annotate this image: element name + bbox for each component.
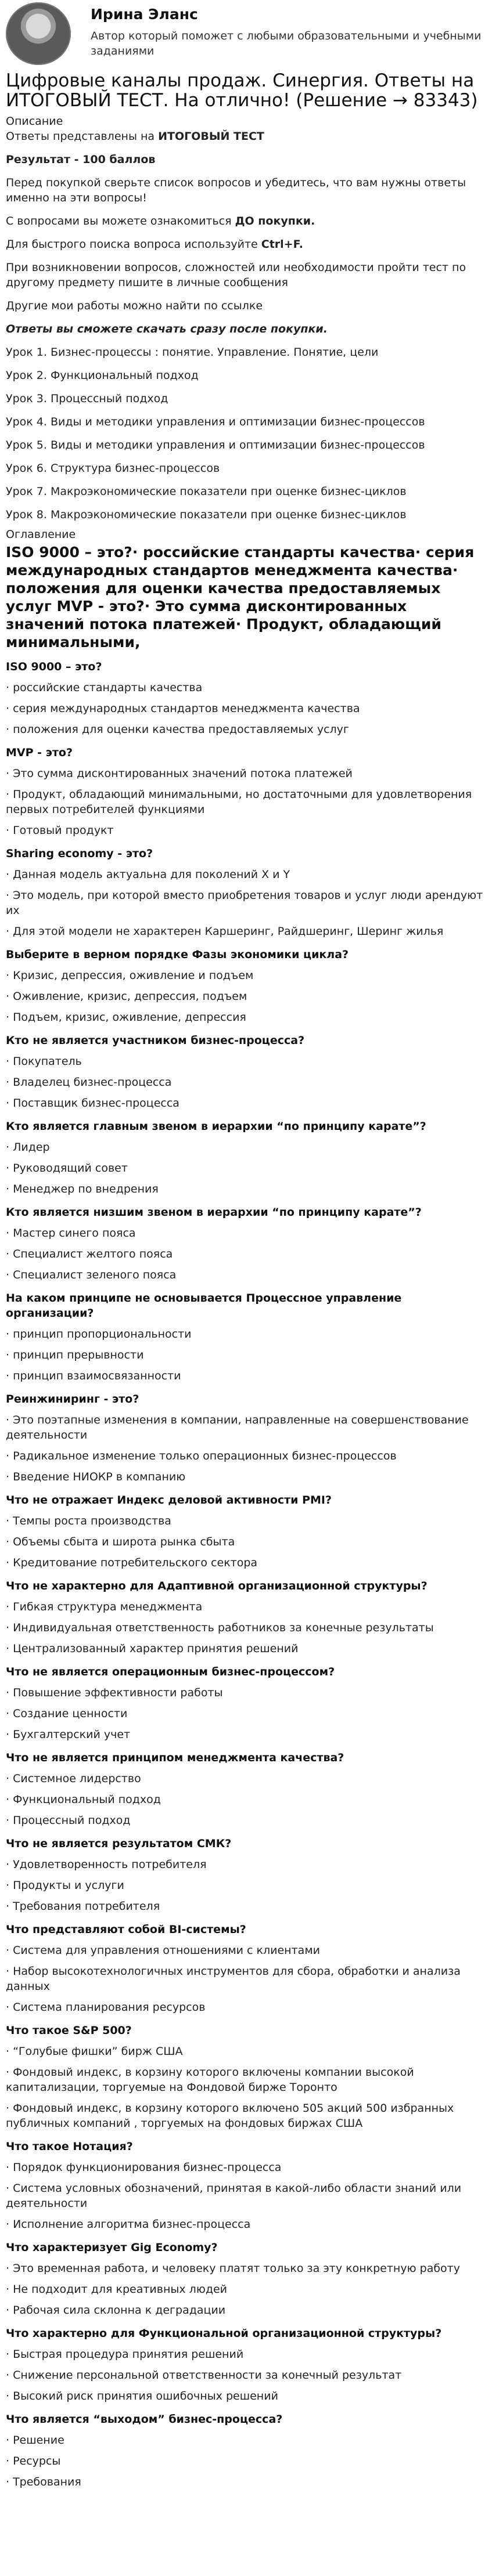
answer-option: · Быстрая процедура принятия решений <box>6 2348 244 2361</box>
answer-option: · Это поэтапные изменения в компании, направленные на совершенствование деятельности <box>6 1414 469 1441</box>
question-title: Кто является низшим звеном в иерархии “по принципу карате”? <box>6 1206 422 1219</box>
lesson-item: Урок 3. Процессный подход <box>6 392 168 405</box>
info-preview-bold: ДО покупки. <box>235 215 315 227</box>
answer-option: · Создание ценности <box>6 1707 128 1720</box>
answer-option: · Удовлетворенность потребителя <box>6 1858 207 1871</box>
answer-option: · Продукт, обладающий минимальными, но достаточными для удовлетворения первых потребителей функциями <box>6 788 472 816</box>
answer-option: · Оживление, кризис, депрессия, подъем <box>6 990 247 1003</box>
info-preview <box>6 214 486 229</box>
answer-option: · Готовый продукт <box>6 824 114 837</box>
lesson-item: Урок 6. Структура бизнес-процессов <box>6 462 220 475</box>
download-note <box>6 321 486 337</box>
info-search <box>6 237 486 252</box>
question-title: Выберите в верном порядке Фазы экономики цикла? <box>6 948 349 961</box>
answer-option: · Введение НИОКР в компанию <box>6 1471 186 1483</box>
answer-option: · Ресурсы <box>6 2455 61 2467</box>
answer-option: · Это модель, при которой вместо приобретения товаров и услуг люди арендуют их <box>6 889 483 917</box>
question-title: Sharing economy - это? <box>6 847 153 860</box>
answer-option: · российские стандарты качества <box>6 681 203 694</box>
question-title: На каком принципе не основывается Процессное управление организации? <box>6 1292 402 1320</box>
answer-option: · Индивидуальная ответственность работников за конечные результаты <box>6 1621 434 1634</box>
question-title: Что такое Нотация? <box>6 2140 133 2153</box>
answer-option: · Порядок функционирования бизнес-процесса <box>6 2161 282 2174</box>
lesson-item: Урок 1. Бизнес-процессы : понятие. Управление. Понятие, цели <box>6 346 379 359</box>
answer-option: · Исполнение алгоритма бизнес-процесса <box>6 2218 251 2231</box>
answer-option: · Снижение персональной ответственности за конечный результат <box>6 2369 402 2382</box>
answer-option: · принцип взаимосвязанности <box>6 1370 181 1382</box>
answer-option: · Мастер синего пояса <box>6 1227 136 1240</box>
answer-option: · Система условных обозначений, принятая в какой-либо области знаний или деятельности <box>6 2182 462 2210</box>
author-header <box>0 0 492 67</box>
question-title: Реинжиниринг - это? <box>6 1393 139 1406</box>
answer-option: · Это временная работа, и человеку платят только за эту конкретную работу <box>6 2262 460 2275</box>
answer-option: · принцип пропорциональности <box>6 1328 192 1341</box>
answer-option: · Фондовый индекс, в корзину которого включены компании высокой капитализации, торгуемые на Фондовой бирже Торонто <box>6 2066 414 2094</box>
answer-option: · Централизованный характер принятия решений <box>6 1642 299 1655</box>
question-title: Что представляют собой BI-системы? <box>6 1923 246 1936</box>
question-title: Кто является главным звеном в иерархии “по принципу карате”? <box>6 1120 426 1133</box>
lesson-item: Урок 7. Макроэкономические показатели при оценке бизнес-циклов <box>6 485 407 498</box>
info-search-shortcut: Ctrl+F. <box>261 238 303 251</box>
download-note-text: Ответы вы сможете скачать сразу после покупки. <box>6 323 328 335</box>
question-title: Кто не является участником бизнес-процесса? <box>6 1034 305 1047</box>
answer-option: · Подъем, кризис, оживление, депрессия <box>6 1011 246 1024</box>
description-label: Описание <box>6 115 63 128</box>
question-title: Что не является результатом СМК? <box>6 1837 232 1850</box>
question-title: ISO 9000 – это? <box>6 660 102 673</box>
question-title: MVP - это? <box>6 746 73 759</box>
question-title: Что является “выходом” бизнес-процесса? <box>6 2413 283 2426</box>
question-title: Что характерно для Функциональной организационной структуры? <box>6 2327 442 2340</box>
author-avatar[interactable] <box>6 2 71 65</box>
answer-option: · Требования <box>6 2476 81 2488</box>
answers-intro <box>6 129 486 144</box>
question-title: Что не является принципом менеджмента качества? <box>6 1751 344 1764</box>
answer-option: · Функциональный подход <box>6 1793 161 1806</box>
answer-option: · Покупатель <box>6 1055 82 1068</box>
info-contact: При возникновении вопросов, сложностей или необходимости пройти тест по другому предмету пишите в личные сообщения <box>6 261 466 289</box>
answer-option: · Специалист зеленого пояса <box>6 1269 177 1281</box>
answer-option: · Решение <box>6 2434 64 2447</box>
answer-option: · Требования потребителя <box>6 1900 160 1913</box>
answer-option: · Руководящий совет <box>6 1162 128 1175</box>
answer-option: · Данная модель актуальна для поколений Х и Y <box>6 868 290 881</box>
author-name[interactable]: Ирина Эланс <box>91 6 198 23</box>
lesson-list <box>6 345 486 522</box>
answer-option: · Система планирования ресурсов <box>6 2001 206 2014</box>
lesson-item: Урок 4. Виды и методики управления и оптимизации бизнес-процессов <box>6 416 425 428</box>
answer-option: · серия международных стандартов менеджмента качества <box>6 702 360 715</box>
answer-option: · Система для управления отношениями с клиентами <box>6 1944 320 1957</box>
answer-option: · Объемы сбыта и широта рынка сбыта <box>6 1536 235 1548</box>
document-body <box>0 71 492 2490</box>
answer-option: · Для этой модели не характерен Каршеринг, Райдшеринг, Шеринг жилья <box>6 925 444 938</box>
answer-option: · Кризис, депрессия, оживление и подъем <box>6 969 254 982</box>
answer-option: · Процессный подход <box>6 1814 131 1827</box>
answer-option: · Кредитование потребительского сектора <box>6 1556 258 1569</box>
question-title: Что характеризует Gig Economy? <box>6 2241 218 2254</box>
answer-option: · Бухгалтерский учет <box>6 1728 131 1741</box>
contents-label: Оглавление <box>6 528 76 541</box>
lesson-item: Урок 8. Макроэкономические показатели при оценке бизнес-циклов <box>6 508 407 521</box>
page-title: Цифровые каналы продаж. Синергия. Ответы на ИТОГОВЫЙ ТЕСТ. На отлично! (Решение → 83343) <box>6 70 478 111</box>
author-description: Автор который поможет с любыми образовательными и учебными заданиями <box>91 30 482 57</box>
answer-option: · Менеджер по внедрения <box>6 1183 159 1195</box>
info-search-text: Для быстрого поиска вопроса используйте <box>6 238 261 251</box>
answer-option: · Это сумма дисконтированных значений потока платежей <box>6 767 353 780</box>
answer-option: · Лидер <box>6 1141 50 1154</box>
answer-option: · Высокий риск принятия ошибочных решений <box>6 2390 278 2402</box>
answer-option: · Не подходит для креативных людей <box>6 2283 227 2296</box>
answer-option: · положения для оценки качества предоставляемых услуг <box>6 723 349 736</box>
answer-option: · Набор высокотехнологичных инструментов для сбора, обработки и анализа данных <box>6 1965 461 1993</box>
question-title: Что не является операционным бизнес-процессом? <box>6 1665 335 1678</box>
answer-option: · Продукты и услуги <box>6 1879 124 1892</box>
lesson-item: Урок 2. Функциональный подход <box>6 369 199 382</box>
answers-intro-bold: ИТОГОВЫЙ ТЕСТ <box>158 130 264 143</box>
answer-option: · Поставщик бизнес-процесса <box>6 1097 179 1110</box>
answer-option: · Темпы роста производства <box>6 1515 171 1527</box>
answer-option: · Специалист желтого пояса <box>6 1248 173 1260</box>
question-title: Что не характерно для Адаптивной организационной структуры? <box>6 1580 428 1592</box>
answer-option: · Радикальное изменение только операционных бизнес-процессов <box>6 1450 397 1462</box>
answer-option: · Рабочая сила склонна к деградации <box>6 2304 226 2317</box>
contents-heading: ISO 9000 – это?· российские стандарты качества· серия международных стандартов менеджмента качества· положения для оценки качества предоставляемых услуг MVP - это?· Это сумма дисконтированных значений потока платежей· Продукт, обладающий минимальными, <box>6 544 475 651</box>
info-preview-text: С вопросами вы можете ознакомиться <box>6 215 235 227</box>
question-title: Что не отражает Индекс деловой активности PMI? <box>6 1494 332 1506</box>
answers-intro-text: Ответы представлены на <box>6 130 159 143</box>
lesson-item: Урок 5. Виды и методики управления и оптимизации бизнес-процессов <box>6 439 425 451</box>
answer-option: · Фондовый индекс, в корзину которого включено 505 акций 500 избранных публичных компаний , торгуемых на фондовых биржах США <box>6 2102 454 2130</box>
other-works-link[interactable]: Другие мои работы можно найти по ссылке <box>6 299 263 312</box>
author-info <box>91 2 486 59</box>
answer-option: · принцип прерывности <box>6 1349 144 1361</box>
result-text: Результат - 100 баллов <box>6 153 156 166</box>
answer-option: · “Голубые фишки” бирж США <box>6 2045 183 2058</box>
answer-option: · Системное лидерство <box>6 1772 141 1785</box>
question-list <box>6 659 486 2490</box>
answer-option: · Владелец бизнес-процесса <box>6 1076 172 1089</box>
answer-option: · Гибкая структура менеджмента <box>6 1600 203 1613</box>
answer-option: · Повышение эффективности работы <box>6 1686 223 1699</box>
question-title: Что такое S&P 500? <box>6 2024 132 2037</box>
info-check-questions: Перед покупкой сверьте список вопросов и убедитесь, что вам нужны ответы именно на эти вопросы! <box>6 176 466 204</box>
